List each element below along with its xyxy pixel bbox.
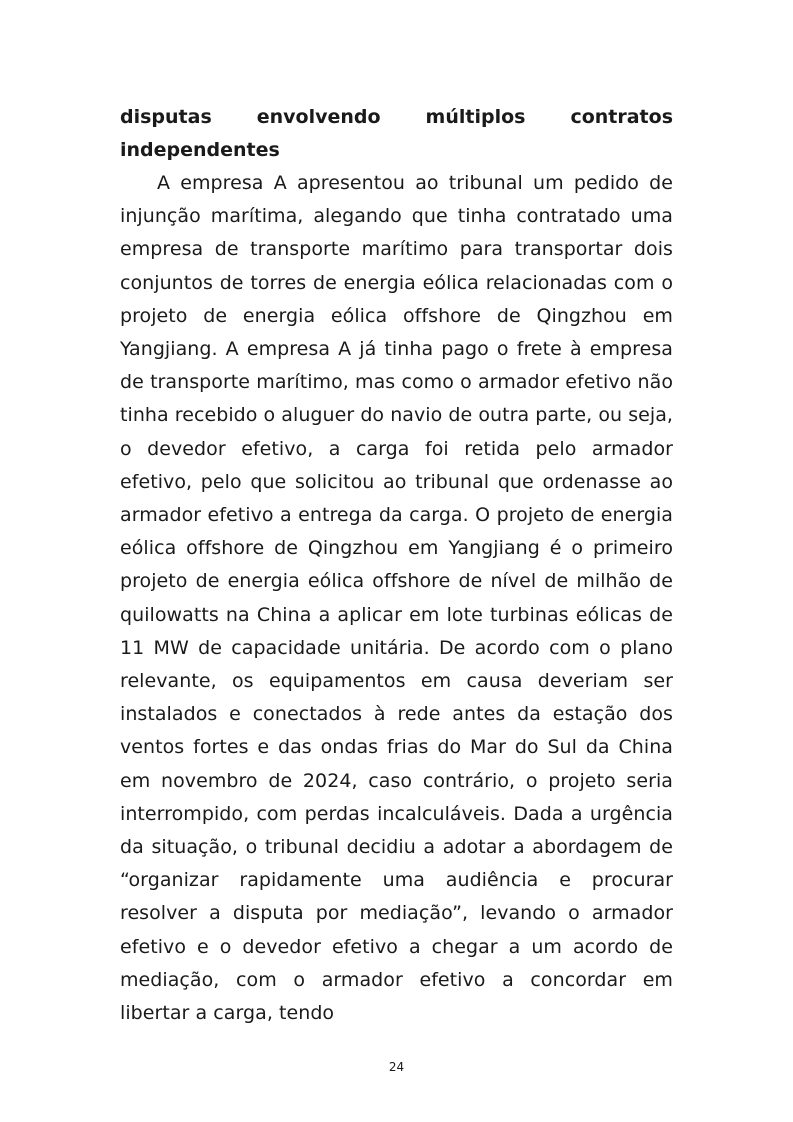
- section-heading-line-1: disputas envolvendo múltiplos contratos: [120, 106, 673, 128]
- page-content: [120, 100, 673, 1030]
- body-paragraph: A empresa A apresentou ao tribunal um pedido de injunção marítima, alegando que tinha contratado uma empresa de transporte marítimo para transportar dois conjuntos de torres de energia eólica relacionadas com o projeto de energia eólica offshore de Qingzhou em Yangjiang. A empresa A já tinha pago o frete à empresa de transporte marítimo, mas como o armador efetivo não tinha recebido o aluguer do navio de outra parte, ou seja, o devedor efetivo, a carga foi retida pelo armador efetivo, pelo que solicitou ao tribunal que ordenasse ao armador efetivo a entrega da carga. O projeto de energia eólica offshore de Qingzhou em Yangjiang é o primeiro projeto de energia eólica offshore de nível de milhão de quilowatts na China a aplicar em lote turbinas eólicas de 11 MW de capacidade unitária. De acordo com o plano relevante, os equipamentos em causa deveriam ser instalados e conectados à rede antes da estação dos ventos fortes e das ondas frias do Mar do Sul da China em novembro de 2024, caso contrário, o projeto seria interrompido, com perdas incalculáveis. Dada a urgência da situação, o tribunal decidiu a adotar a abordagem de “organizar rapidamente uma audiência e procurar resolver a disputa por mediação”, levando o armador efetivo e o devedor efetivo a chegar a um acordo de mediação, com o armador efetivo a concordar em libertar a carga, tendo: [120, 172, 673, 1025]
- page-number: 24: [388, 1060, 405, 1074]
- section-heading-line-2: independentes: [120, 139, 280, 161]
